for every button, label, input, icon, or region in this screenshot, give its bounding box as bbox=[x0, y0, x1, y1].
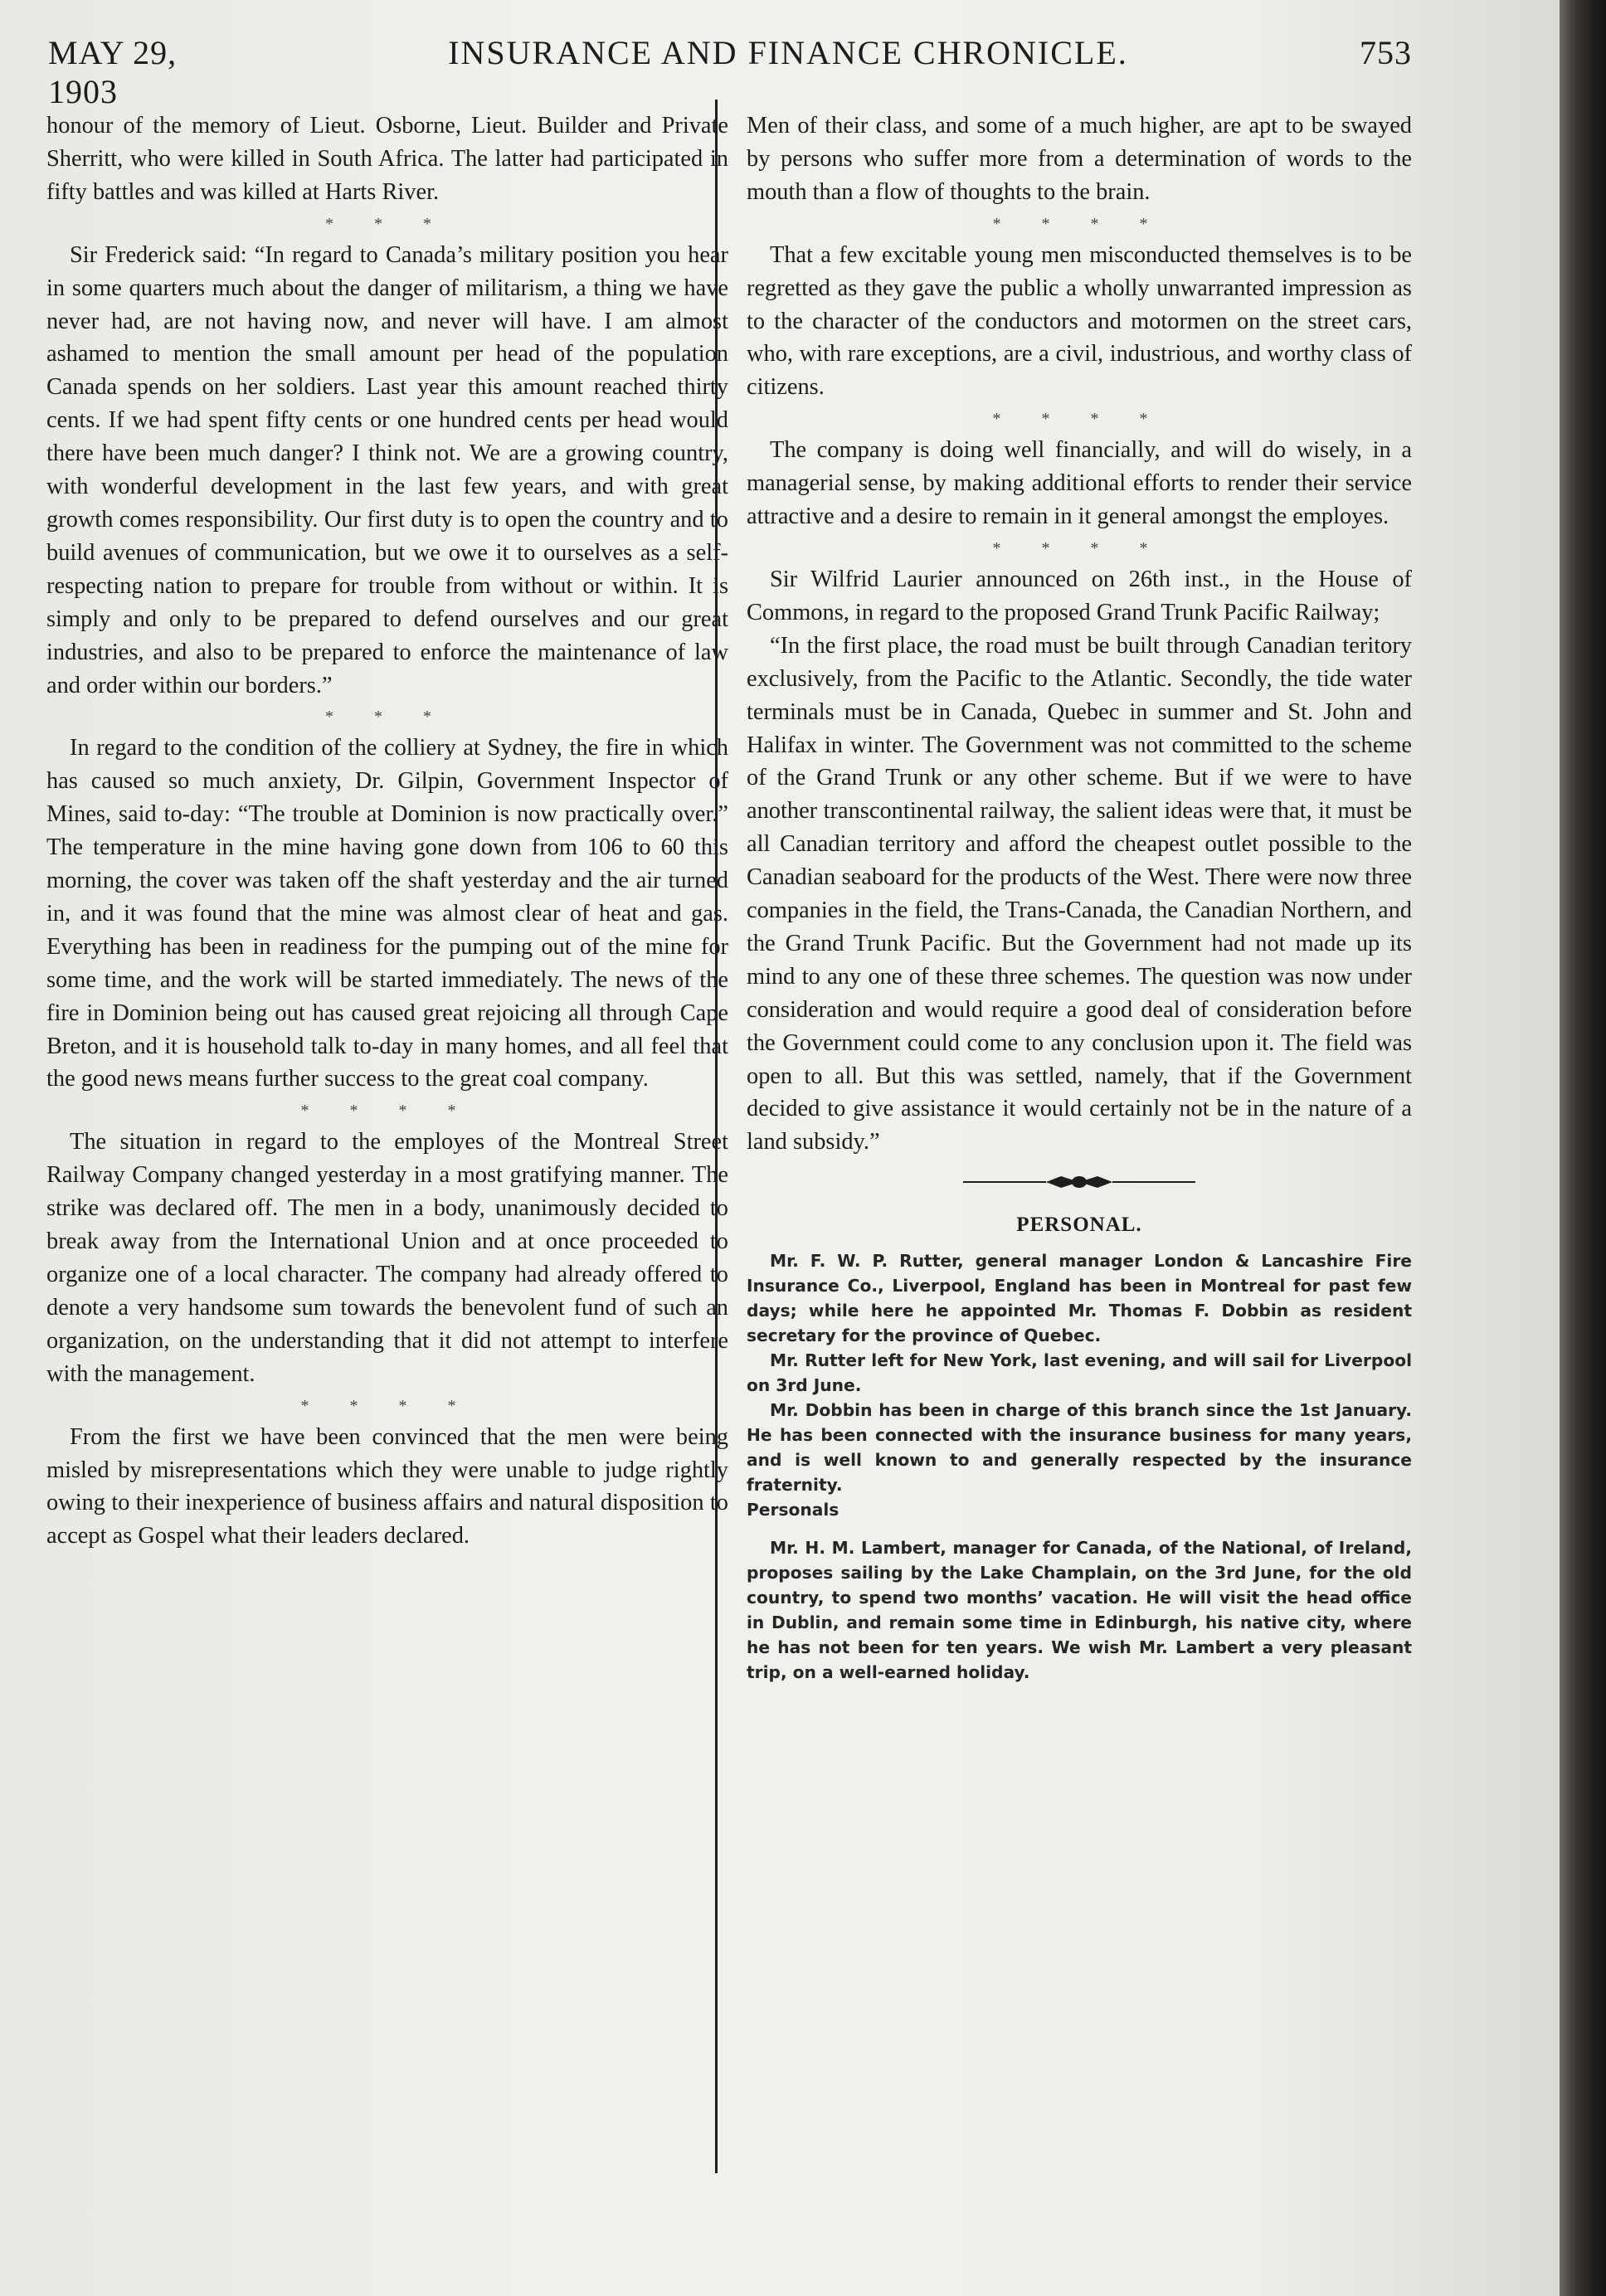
book-binding-edge bbox=[1560, 0, 1606, 2296]
section-separator: * * * bbox=[325, 708, 450, 727]
section-separator: * * * * bbox=[992, 410, 1166, 429]
article-paragraph: From the first we have been convinced that the men were being misled by misrepresentations which they were unable to judge rightly owing to their inexperience of business affairs and natural disposition to accept as Gospel what their leaders declared. bbox=[46, 1423, 728, 1549]
personal-item: Mr. Dobbin has been in charge of this branch since the 1st January. He has been connected with the insurance business for many years, and is well known to and generally respected by the insurance fraternity. bbox=[747, 1400, 1412, 1496]
article-paragraph: In regard to the condition of the colliery at Sydney, the fire in which has caused so much anxiety, Dr. Gilpin, Government Inspector of Mines, said to-day: “The trouble at Dominion is now practically over.” The temperature in the mine having gone down from 106 to 60 this morning, the cover was taken off the shaft yesterday and the air turned in, and it was found that the mine was almost clear of heat and gas. Everything has been in readiness for the pumping out of the mine for some time, and the work will be started immediately. The news of the fire in Dominion being out has caused great rejoicing all through Cape Breton, and it is household talk to-day in many homes, and all feel that the good news means further success to the great coal company. bbox=[46, 735, 728, 1092]
article-paragraph: honour of the memory of Lieut. Osborne, Lieut. Builder and Private Sherritt, who were killed in South Africa. The latter had participated in fifty battles and was killed at Harts River. bbox=[46, 113, 728, 205]
header-date: MAY 29, 1903 bbox=[48, 34, 178, 110]
article-paragraph: Sir Frederick said: “In regard to Canada’s military position you hear in some quarters much about the danger of militarism, a thing we have never had, are not having now, and never will have. I am almost ashamed to mention the small amount per head of the population Canada spends on her soldiers. Last year this amount reached thirty cents. If we had spent fifty cents or one hundred cents per head would there have been much danger? I think not. We are a growing country, with wonderful development in the last few years, and with great growth comes responsibility. Our first duty is to open the country and to build avenues of communication, but we owe it to ourselves as a self-respecting nation to prepare for trouble from without or within. It is simply and only to be prepared to defend ourselves and our great industries, and also to be prepared to enforce the maintenance of law and order within our borders.” bbox=[46, 241, 728, 698]
personal-section bbox=[747, 1248, 1412, 1685]
publication-title: INSURANCE AND FINANCE CHRONICLE. bbox=[448, 34, 1128, 71]
personal-item: Mr. F. W. P. Rutter, general manager London & Lancashire Fire Insurance Co., Liverpool, England has been in Montreal for past few days; while here he appointed Mr. Thomas F. Dobbin as resident secretary for the province of Quebec. bbox=[747, 1251, 1412, 1346]
article-paragraph: The company is doing well financially, and will do wisely, in a managerial sense, by making additional efforts to render their service attractive and a desire to remain in it general amongst the employes. bbox=[747, 437, 1412, 530]
right-column bbox=[747, 109, 1412, 1685]
personal-item: Personals bbox=[747, 1500, 840, 1520]
section-separator: * * * bbox=[325, 214, 450, 233]
section-separator: * * * * bbox=[300, 1102, 474, 1121]
ornament-divider bbox=[747, 1165, 1412, 1199]
personal-item: Mr. H. M. Lambert, manager for Canada, of the National, of Ireland, proposes sailing by the Lake Champlain, on the 3rd June, for the old country, to spend two months’ vacation. He will visit the head office in Dublin, and remain some time in Edinburgh, his native city, where he has not been for ten years. We wish Mr. Lambert a very pleasant trip, on a well-earned holiday. bbox=[747, 1538, 1412, 1683]
article-paragraph: Sir Wilfrid Laurier announced on 26th inst., in the House of Commons, in regard to the proposed Grand Trunk Pacific Railway; bbox=[747, 566, 1412, 625]
left-column bbox=[46, 109, 728, 1553]
personal-heading: PERSONAL. bbox=[1016, 1214, 1142, 1237]
section-separator: * * * * bbox=[300, 1396, 474, 1415]
section-separator: * * * * bbox=[992, 214, 1166, 233]
article-paragraph: The situation in regard to the employes of the Montreal Street Railway Company changed yesterday in a most gratifying manner. The strike was declared off. The men in a body, unanimously decided to break away from the International Union and at once proceeded to organize one of a local character. The company had already offered to denote a very handsome sum towards the benevolent fund of such an organization, on the understanding that it did not attempt to interfere with the management. bbox=[46, 1129, 728, 1387]
page-number: 753 bbox=[1360, 34, 1412, 71]
article-paragraph: Men of their class, and some of a much higher, are apt to be swayed by persons who suffer more from a determination of words to the mouth than a flow of thoughts to the brain. bbox=[747, 113, 1412, 205]
personal-item: Mr. Rutter left for New York, last evening, and will sail for Liverpool on 3rd June. bbox=[747, 1350, 1412, 1396]
article-paragraph: That a few excitable young men misconducted themselves is to be regretted as they gave the public a wholly unwarranted impression as to the character of the conductors and motormen on the street cars, who, with rare exceptions, are a civil, industrious, and worthy class of citizens. bbox=[747, 241, 1412, 401]
section-separator: * * * * bbox=[992, 538, 1166, 557]
article-paragraph: “In the first place, the road must be built through Canadian teritory exclusively, from the Pacific to the Atlantic. Secondly, the tide water terminals must be in Canada, Quebec in summer and St. John and Halifax in winter. The Government was not committed to the scheme of the Grand Trunk or any other scheme. But if we were to have another transcontinental railway, the salient ideas were that, it must be all Canadian territory and afford the cheapest outlet possible to the Canadian seaboard for the products of the West. There were now three companies in the field, the Trans-Canada, the Canadian Northern, and the Grand Trunk Pacific. But the Government had not made up its mind to any one of these three schemes. The question was now under consideration and would require a good deal of consideration before the Government could come to any conclusion upon it. The field was open to all. But this was settled, namely, that if the Government decided to give assistance it would certainly not be in the nature of a land subsidy.” bbox=[747, 632, 1412, 1155]
